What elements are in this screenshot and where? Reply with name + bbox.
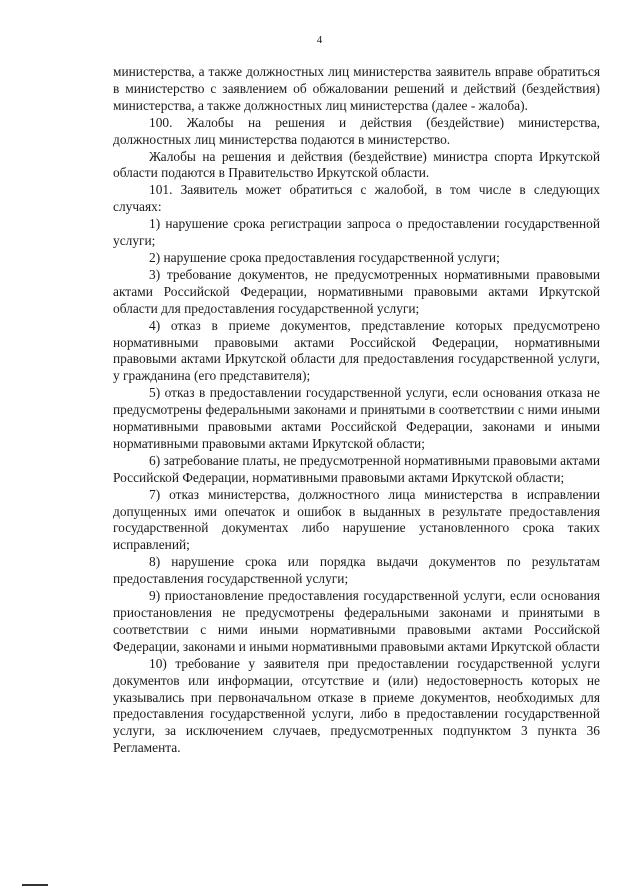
paragraph-continuation: министерства, а также должностных лиц министерства заявитель вправе обратиться в министерство с заявлением об обжаловании решений и действий (бездействия) министерства, а также должностных лиц министерства (далее - жалоба). [113, 64, 600, 113]
paragraph-100: 100. Жалобы на решения и действия (бездействие) министерства, должностных лиц министерства подаются в министерство. [113, 114, 600, 147]
list-item-6: 6) затребование платы, не предусмотренной нормативными правовыми актами Российской Федерации, нормативными правовыми актами Иркутской области; [113, 452, 600, 485]
scan-margin-mark [22, 884, 48, 886]
paragraph-complaints-minister: Жалобы на решения и действия (бездействие) министра спорта Иркутской области подаются в Правительство Иркутской области. [113, 148, 600, 181]
page-number: 4 [316, 34, 323, 46]
list-item-3: 3) требование документов, не предусмотренных нормативными правовыми актами Российской Федерации, нормативными правовыми актами Иркутской области для предоставления государственной услуги; [113, 266, 600, 316]
list-item-8: 8) нарушение срока или порядка выдачи документов по результатам предоставления государственной услуги; [113, 554, 600, 587]
list-item-10: 10) требование у заявителя при предоставлении государственной услуги документов или информации, отсутствие и (или) недостоверность которых не указывались при первоначальном отказе в приеме документов, необходимых для предоставления государственной услуги, либо в предоставлении государственной услуги, за исключением случаев, предусмотренных подпунктом 3 пункта 36 Регламента. [113, 655, 600, 756]
paragraph-101: 101. Заявитель может обратиться с жалобой, в том числе в следующих случаях: [113, 182, 600, 215]
list-item-2: 2) нарушение срока предоставления государственной услуги; [149, 249, 500, 265]
list-item-7: 7) отказ министерства, должностного лица министерства в исправлении допущенных ими опечаток и ошибок в выданных в результате предоставления государственной документах либо нарушение установленного срока таких исправлений; [113, 486, 600, 553]
list-item-9: 9) приостановление предоставления государственной услуги, если основания приостановления не предусмотрены федеральными законами и принятыми в соответствии с ними иными нормативными правовыми актами Российской Федерации, законами и иными нормативными правовыми актами Иркутской области [113, 588, 600, 654]
document-body [113, 64, 600, 757]
list-item-1: 1) нарушение срока регистрации запроса о предоставлении государственной услуги; [113, 216, 600, 249]
list-item-5: 5) отказ в предоставлении государственной услуги, если основания отказа не предусмотрены федеральными законами и принятыми в соответствии с ними иными нормативными правовыми актами Российской Федерации, законами и иными нормативными правовыми актами Иркутской области; [113, 385, 600, 451]
list-item-4: 4) отказ в приеме документов, представление которых предусмотрено нормативными правовыми актами Российской Федерации, нормативными правовыми актами Иркутской области для предоставления государственной услуги, у гражданина (его представителя); [113, 317, 600, 384]
